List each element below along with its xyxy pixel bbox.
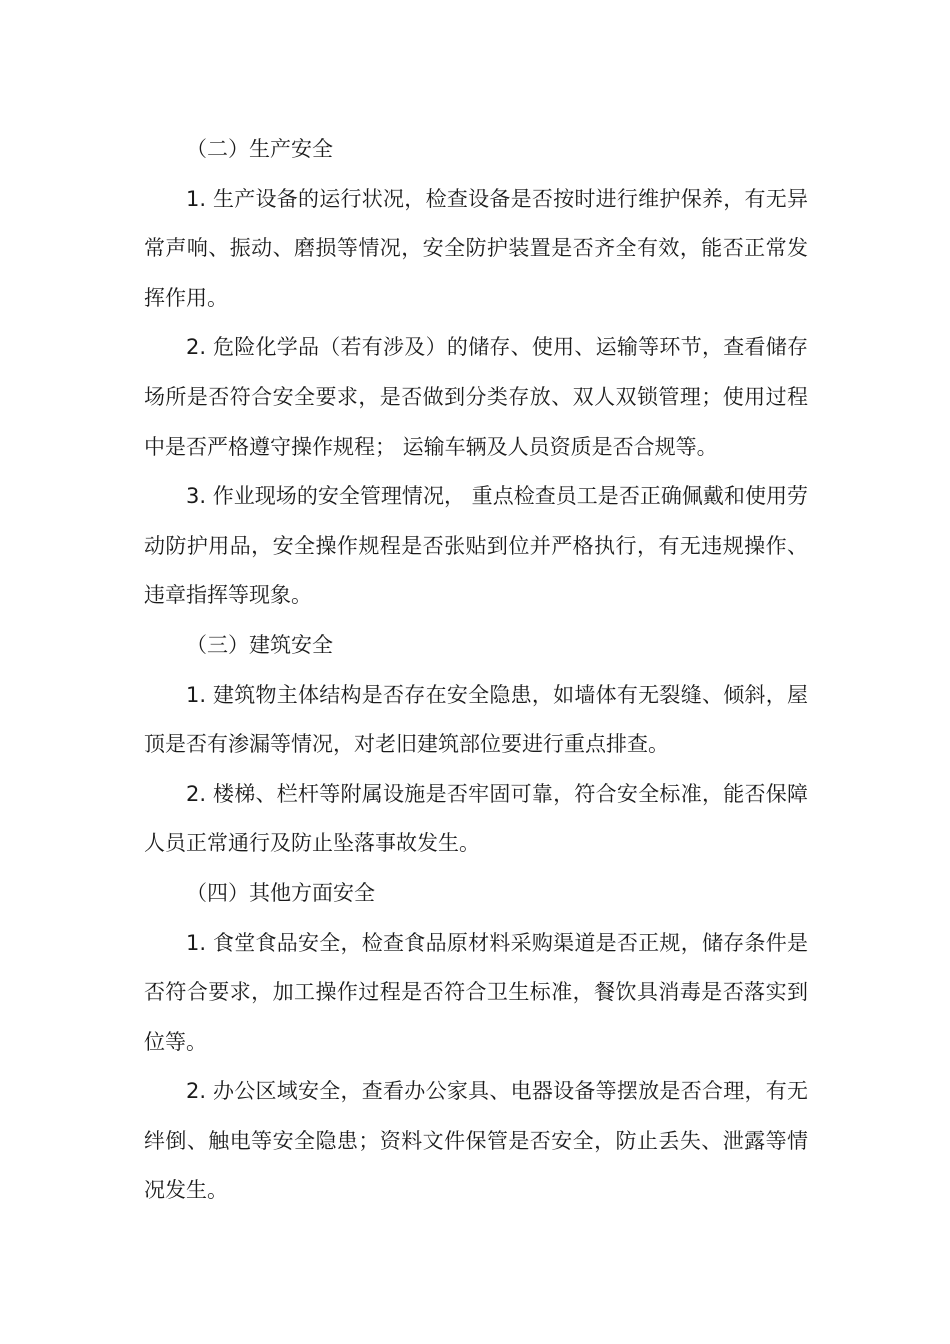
section-heading-production-safety: （二）生产安全 xyxy=(186,137,333,161)
document-body xyxy=(144,125,808,1216)
paragraph-building-structure: 1. 建筑物主体结构是否存在安全隐患，如墙体有无裂缝、倾斜，屋顶是否有渗漏等情况，对老旧建筑部位要进行重点排查。 xyxy=(144,682,808,757)
paragraph-equipment-status: 1. 生产设备的运行状况，检查设备是否按时进行维护保养，有无异常声响、振动、磨损等情况，安全防护装置是否齐全有效，能否正常发挥作用。 xyxy=(144,186,808,310)
section-heading-other-safety: （四）其他方面安全 xyxy=(186,880,375,905)
paragraph-hazardous-chemicals: 2. 危险化学品（若有涉及）的储存、使用、运输等环节，查看储存场所是否符合安全要求，是否做到分类存放、双人双锁管理；使用过程中是否严格遵守操作规程； 运输车辆及人员资质是否合规等。 xyxy=(144,335,808,459)
paragraph-office-safety: 2. 办公区域安全，查看办公家具、电器设备等摆放是否合理，有无绊倒、触电等安全隐患；资料文件保管是否安全，防止丢失、泄露等情况发生。 xyxy=(144,1079,808,1203)
section-heading-building-safety: （三）建筑安全 xyxy=(186,632,333,657)
paragraph-worksite-management: 3. 作业现场的安全管理情况， 重点检查员工是否正确佩戴和使用劳动防护用品，安全操作规程是否张贴到位并严格执行，有无违规操作、违章指挥等现象。 xyxy=(144,484,808,608)
paragraph-canteen-food-safety: 1. 食堂食品安全，检查食品原材料采购渠道是否正规，储存条件是否符合要求，加工操作过程是否符合卫生标准，餐饮具消毒是否落实到位等。 xyxy=(144,930,808,1054)
paragraph-stairs-railings: 2. 楼梯、栏杆等附属设施是否牢固可靠，符合安全标准，能否保障人员正常通行及防止坠落事故发生。 xyxy=(144,781,808,856)
